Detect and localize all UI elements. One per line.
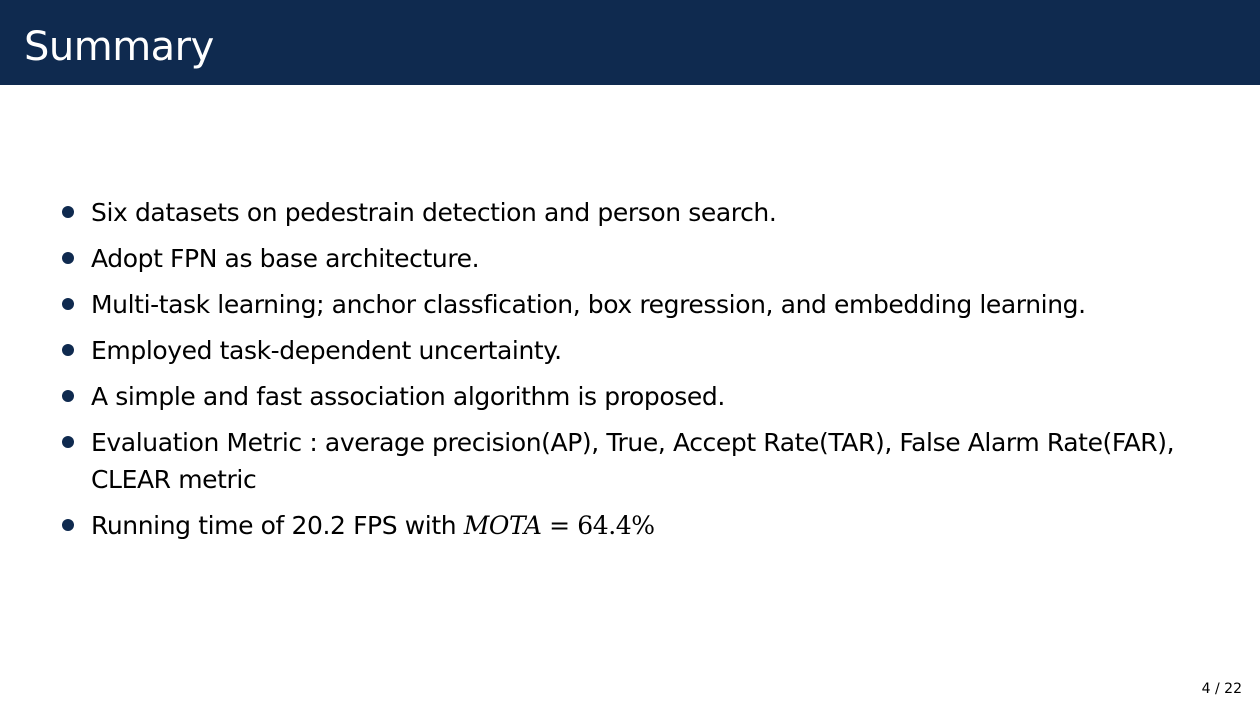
page-number: 4 / 22 — [1201, 681, 1242, 697]
bullet-dot-icon — [62, 344, 74, 356]
bullet-dot-icon — [62, 390, 74, 402]
bullet-text: Adopt FPN as base architecture. — [91, 244, 480, 273]
bullet-text: A simple and fast association algorithm is proposed. — [91, 382, 725, 411]
bullet-item-running-time — [60, 507, 1180, 544]
bullet-text: Running time of 20.2 FPS with — [91, 511, 464, 540]
bullet-dot-icon — [62, 252, 74, 264]
bullet-dot-icon — [62, 436, 74, 448]
bullet-item — [60, 240, 1180, 277]
bullet-dot-icon — [62, 298, 74, 310]
math-value: = 64.4% — [541, 511, 655, 540]
bullet-item — [60, 378, 1180, 415]
bullet-dot-icon — [62, 206, 74, 218]
bullet-text: Employed task-dependent uncertainty. — [91, 336, 562, 365]
bullet-item — [60, 332, 1180, 369]
slide-title: Summary — [24, 24, 214, 70]
bullet-text: Six datasets on pedestrain detection and person search. — [91, 198, 777, 227]
bullet-text: Evaluation Metric : average precision(AP), True, Accept Rate(TAR), False Alarm Rate(FAR), CLEAR metric — [91, 428, 1175, 494]
math-variable: MOTA — [463, 511, 542, 540]
bullet-text: Multi-task learning; anchor classfication, box regression, and embedding learning. — [91, 290, 1086, 319]
bullet-dot-icon — [62, 519, 74, 531]
bullet-item — [60, 194, 1180, 231]
bullet-item — [60, 424, 1180, 498]
bullet-list — [60, 194, 1180, 553]
title-bar — [0, 0, 1260, 85]
bullet-item — [60, 286, 1180, 323]
